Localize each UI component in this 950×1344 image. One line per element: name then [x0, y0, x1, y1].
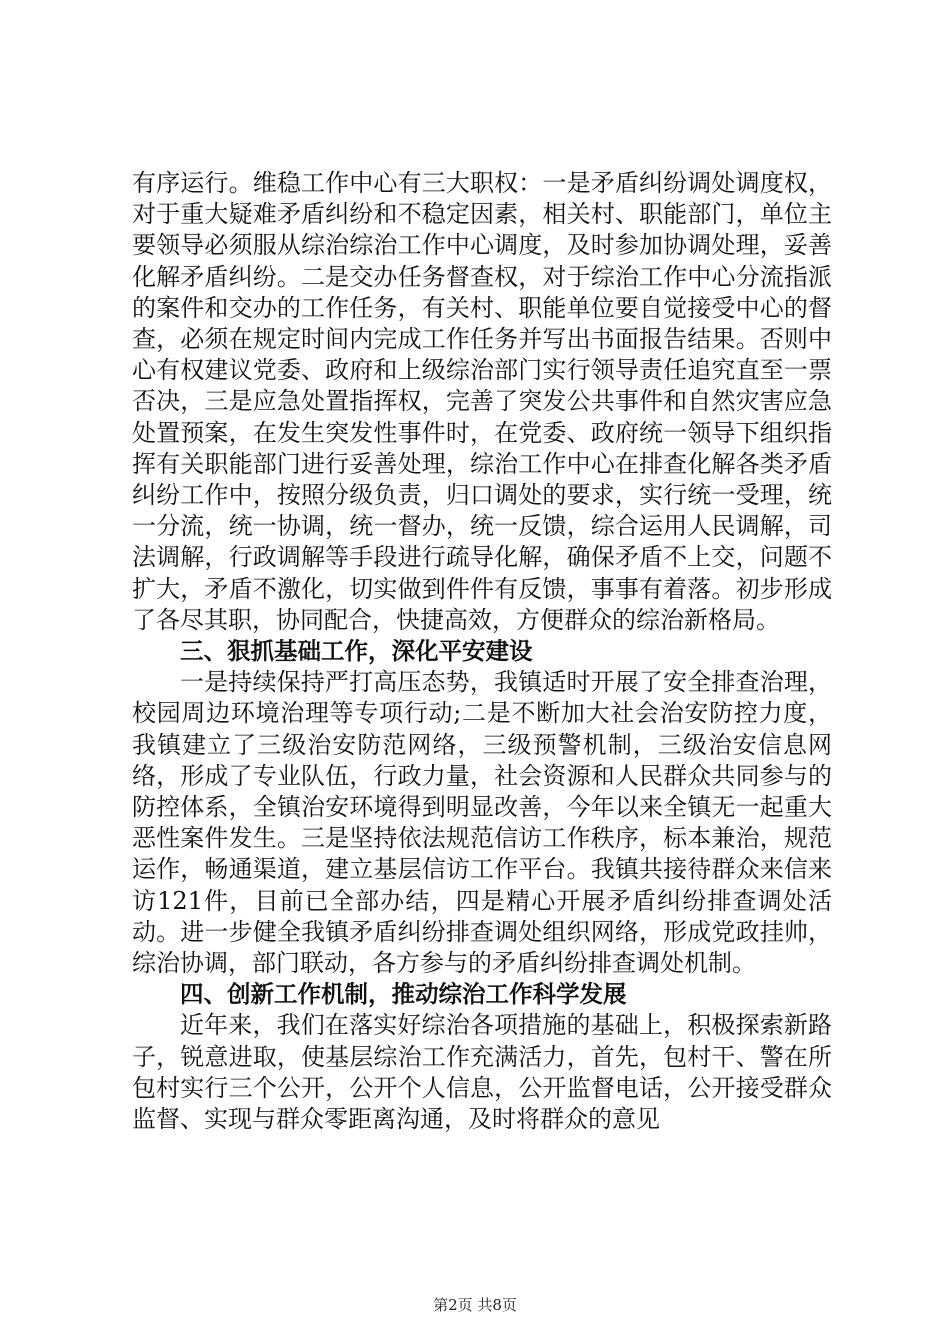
body-paragraph-3: 近年来，我们在落实好综治各项措施的基础上，积极探索新路子，锐意进取，使基层综治工作充满活力，首先，包村干、警在所包村实行三个公开，公开个人信息，公开监督电话，公开接受群众监督、实现与群众零距离沟通，及时将群众的意见	[132, 1011, 832, 1134]
section-heading-4: 四、创新工作机制，推动综治工作科学发展	[180, 980, 627, 1009]
document-body	[132, 168, 832, 1135]
section-heading-3: 三、狠抓基础工作，深化平安建设	[180, 637, 533, 666]
body-paragraph-2: 一是持续保持严打高压态势，我镇适时开展了安全排查治理，校园周边环境治理等专项行动;二是不断加大社会治安防控力度，我镇建立了三级治安防范网络，三级预警机制，三级治安信息网络，形成了专业队伍，行政力量，社会资源和人民群众共同参与的防控体系，全镇治安环境得到明显改善，今年以来全镇无一起重大恶性案件发生。三是坚持依法规范信访工作秩序，标本兼治，规范运作，畅通渠道，建立基层信访工作平台。我镇共接待群众来信来访121件，目前已全部办结，四是精心开展矛盾纠纷排查调处活动。进一步健全我镇矛盾纠纷排查调处组织网络，形成党政挂帅，综治协调，部门联动，各方参与的矛盾纠纷排查调处机制。	[132, 668, 832, 978]
page-number-footer: 第2页 共8页	[433, 1296, 517, 1314]
body-paragraph-1: 有序运行。维稳工作中心有三大职权：一是矛盾纠纷调处调度权，对于重大疑难矛盾纠纷和不稳定因素，相关村、职能部门，单位主要领导必须服从综治综治工作中心调度，及时参加协调处理，妥善化解矛盾纠纷。二是交办任务督查权，对于综治工作中心分流指派的案件和交办的工作任务，有关村、职能单位要自觉接受中心的督查，必须在规定时间内完成工作任务并写出书面报告结果。否则中心有权建议党委、政府和上级综治部门实行领导责任追究直至一票否决，三是应急处置指挥权，完善了突发公共事件和自然灾害应急处置预案，在发生突发性事件时，在党委、政府统一领导下组织指挥有关职能部门进行妥善处理，综治工作中心在排查化解各类矛盾纠纷工作中，按照分级负责，归口调处的要求，实行统一受理，统一分流，统一协调，统一督办，统一反馈，综合运用人民调解，司法调解，行政调解等手段进行疏导化解，确保矛盾不上交，问题不扩大，矛盾不激化，切实做到件件有反馈，事事有着落。初步形成了各尽其职，协同配合，快捷高效，方便群众的综治新格局。	[132, 169, 832, 634]
